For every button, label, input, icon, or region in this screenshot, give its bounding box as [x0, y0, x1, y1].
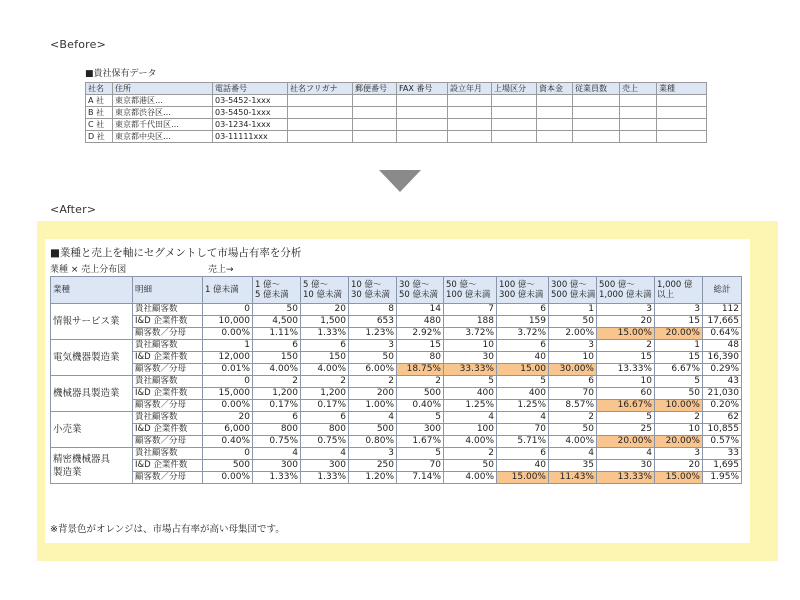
value-cell: 8 [349, 304, 397, 316]
metric-cell: 顧客数／分母 [133, 328, 203, 340]
metric-cell: 貴社顧客数 [133, 448, 203, 460]
value-cell: 5 [397, 448, 444, 460]
value-cell: 30 [444, 352, 497, 364]
value-cell: 300 [253, 460, 301, 472]
value-cell: 300 [301, 460, 349, 472]
before-table-cell [657, 119, 707, 131]
before-table-cell [620, 131, 657, 143]
before-header-cell: 資本金 [537, 83, 573, 95]
value-cell: 10 [597, 376, 655, 388]
before-table-cell [448, 131, 492, 143]
before-table-cell [353, 119, 397, 131]
value-cell: 4.00% [444, 472, 497, 484]
value-cell: 15 [397, 340, 444, 352]
value-cell: 500 [203, 460, 253, 472]
value-cell: 3 [349, 340, 397, 352]
before-table-cell [492, 119, 537, 131]
value-cell: 4 [497, 412, 549, 424]
before-table-row [86, 119, 707, 131]
value-cell: 11.43% [549, 472, 597, 484]
value-cell: 6.67% [655, 364, 703, 376]
value-cell: 6 [301, 340, 349, 352]
before-table-cell: 03-1234-1xxx [213, 119, 288, 131]
before-table-cell [353, 131, 397, 143]
industry-cell: 精密機械器具 製造業 [51, 448, 133, 484]
value-cell: 35 [549, 460, 597, 472]
value-cell: 3 [349, 448, 397, 460]
value-cell: 50 [655, 388, 703, 400]
metric-cell: I&D 企業件数 [133, 460, 203, 472]
metric-cell: I&D 企業件数 [133, 316, 203, 328]
value-cell: 300 [397, 424, 444, 436]
segment-header-cell: 10 億〜 30 億未満 [349, 277, 397, 304]
value-cell: 2 [397, 376, 444, 388]
value-cell: 5 [597, 412, 655, 424]
value-cell: 0.17% [253, 400, 301, 412]
metric-cell: I&D 企業件数 [133, 424, 203, 436]
metric-cell: 顧客数／分母 [133, 364, 203, 376]
value-cell: 20.00% [597, 436, 655, 448]
metric-cell: 貴社顧客数 [133, 304, 203, 316]
segment-table [50, 276, 742, 484]
value-cell: 15 [597, 352, 655, 364]
segment-table-row [51, 424, 742, 436]
before-header-row [86, 83, 707, 95]
value-cell: 4 [301, 448, 349, 460]
value-cell: 2 [301, 376, 349, 388]
value-cell: 18.75% [397, 364, 444, 376]
value-cell: 4 [253, 448, 301, 460]
before-header-cell: 郵便番号 [353, 83, 397, 95]
value-cell: 21,030 [703, 388, 742, 400]
value-cell: 2.00% [549, 328, 597, 340]
before-table-cell [353, 107, 397, 119]
value-cell: 6,000 [203, 424, 253, 436]
value-cell: 7 [444, 304, 497, 316]
value-cell: 1,200 [301, 388, 349, 400]
before-table-cell [288, 119, 353, 131]
before-label: <Before> [50, 38, 106, 51]
value-cell: 70 [397, 460, 444, 472]
after-subtitle: 業種 × 売上分布図 [50, 265, 127, 275]
value-cell: 0.40% [397, 400, 444, 412]
value-cell: 15,000 [203, 388, 253, 400]
value-cell: 12,000 [203, 352, 253, 364]
value-cell: 0.01% [203, 364, 253, 376]
value-cell: 0 [203, 304, 253, 316]
value-cell: 500 [397, 388, 444, 400]
value-cell: 2 [444, 448, 497, 460]
before-table-cell: C 社 [86, 119, 113, 131]
industry-cell: 機械器具製造業 [51, 376, 133, 412]
value-cell: 50 [349, 352, 397, 364]
value-cell: 6 [253, 340, 301, 352]
value-cell: 159 [497, 316, 549, 328]
before-section [85, 66, 707, 143]
before-header-cell: 社名フリガナ [288, 83, 353, 95]
value-cell: 0 [203, 448, 253, 460]
value-cell: 15.00% [655, 472, 703, 484]
value-cell: 6 [549, 376, 597, 388]
value-cell: 50 [444, 460, 497, 472]
value-cell: 14 [397, 304, 444, 316]
value-cell: 20 [301, 304, 349, 316]
value-cell: 400 [444, 388, 497, 400]
value-cell: 3 [549, 340, 597, 352]
before-table-cell [657, 131, 707, 143]
before-table-cell [620, 107, 657, 119]
segment-header-cell: 1 億未満 [203, 277, 253, 304]
before-table-cell [288, 131, 353, 143]
value-cell: 80 [397, 352, 444, 364]
value-cell: 20 [203, 412, 253, 424]
segment-header-cell: 100 億〜 300 億未満 [497, 277, 549, 304]
value-cell: 1.33% [253, 472, 301, 484]
value-cell: 1.23% [349, 328, 397, 340]
value-cell: 4 [444, 412, 497, 424]
metric-cell: I&D 企業件数 [133, 388, 203, 400]
value-cell: 4.00% [444, 436, 497, 448]
value-cell: 10,000 [203, 316, 253, 328]
segment-header-cell: 総計 [703, 277, 742, 304]
value-cell: 4 [549, 448, 597, 460]
value-cell: 13.33% [597, 364, 655, 376]
value-cell: 2 [253, 376, 301, 388]
value-cell: 6 [253, 412, 301, 424]
value-cell: 1,695 [703, 460, 742, 472]
value-cell: 50 [549, 316, 597, 328]
value-cell: 3.72% [497, 328, 549, 340]
value-cell: 6 [497, 448, 549, 460]
before-table-cell [573, 95, 620, 107]
metric-cell: 貴社顧客数 [133, 340, 203, 352]
value-cell: 1 [203, 340, 253, 352]
value-cell: 1.25% [444, 400, 497, 412]
value-cell: 3 [655, 448, 703, 460]
before-table-cell [448, 107, 492, 119]
value-cell: 0.20% [703, 400, 742, 412]
segment-table-row [51, 376, 742, 388]
value-cell: 60 [597, 388, 655, 400]
before-header-cell: 住所 [113, 83, 213, 95]
segment-header-cell: 業種 [51, 277, 133, 304]
value-cell: 4 [349, 412, 397, 424]
value-cell: 5 [497, 376, 549, 388]
before-table-cell: 東京都渋谷区… [113, 107, 213, 119]
industry-cell: 小売業 [51, 412, 133, 448]
segment-table-row [51, 316, 742, 328]
value-cell: 4.00% [549, 436, 597, 448]
before-table-row [86, 95, 707, 107]
before-table-cell [397, 95, 448, 107]
segment-table-row [51, 304, 742, 316]
value-cell: 0.57% [703, 436, 742, 448]
value-cell: 4.00% [301, 364, 349, 376]
value-cell: 3.72% [444, 328, 497, 340]
before-table [85, 82, 707, 143]
value-cell: 6 [497, 340, 549, 352]
value-cell: 15.00% [597, 328, 655, 340]
before-table-cell [537, 131, 573, 143]
sales-axis-hint: 売上→ [208, 265, 234, 275]
value-cell: 5 [397, 412, 444, 424]
value-cell: 1.00% [349, 400, 397, 412]
before-table-cell [288, 107, 353, 119]
value-cell: 1.33% [301, 472, 349, 484]
before-table-cell: 03-11111xxx [213, 131, 288, 143]
segment-header-cell: 1 億〜 5 億未満 [253, 277, 301, 304]
value-cell: 3 [597, 304, 655, 316]
before-header-cell: 従業員数 [573, 83, 620, 95]
value-cell: 8.57% [549, 400, 597, 412]
value-cell: 5 [655, 376, 703, 388]
value-cell: 7.14% [397, 472, 444, 484]
value-cell: 2 [597, 340, 655, 352]
value-cell: 20 [597, 316, 655, 328]
value-cell: 16,390 [703, 352, 742, 364]
value-cell: 0.17% [301, 400, 349, 412]
value-cell: 500 [349, 424, 397, 436]
value-cell: 2 [549, 412, 597, 424]
value-cell: 0.40% [203, 436, 253, 448]
before-table-cell [397, 107, 448, 119]
value-cell: 6.00% [349, 364, 397, 376]
value-cell: 40 [497, 352, 549, 364]
before-table-cell [537, 119, 573, 131]
before-header-cell: 設立年月 [448, 83, 492, 95]
value-cell: 20 [655, 460, 703, 472]
before-table-cell [537, 95, 573, 107]
value-cell: 2 [655, 412, 703, 424]
value-cell: 250 [349, 460, 397, 472]
segment-table-row [51, 364, 742, 376]
before-header-cell: 社名 [86, 83, 113, 95]
before-table-cell [573, 131, 620, 143]
value-cell: 30.00% [549, 364, 597, 376]
segment-header-cell: 1,000 億 以上 [655, 277, 703, 304]
value-cell: 1.25% [497, 400, 549, 412]
value-cell: 1.33% [301, 328, 349, 340]
value-cell: 13.33% [597, 472, 655, 484]
before-table-cell [288, 95, 353, 107]
before-header-cell: 上場区分 [492, 83, 537, 95]
segment-table-row [51, 388, 742, 400]
before-table-cell [573, 107, 620, 119]
segment-table-row [51, 352, 742, 364]
value-cell: 4 [597, 448, 655, 460]
value-cell: 6 [497, 304, 549, 316]
segment-table-row [51, 412, 742, 424]
value-cell: 200 [349, 388, 397, 400]
metric-cell: 顧客数／分母 [133, 400, 203, 412]
before-table-cell [492, 95, 537, 107]
before-table-cell: 東京都中央区… [113, 131, 213, 143]
value-cell: 150 [301, 352, 349, 364]
before-table-cell [397, 131, 448, 143]
metric-cell: 貴社顧客数 [133, 376, 203, 388]
value-cell: 25 [597, 424, 655, 436]
value-cell: 4,500 [253, 316, 301, 328]
value-cell: 0 [203, 376, 253, 388]
value-cell: 1,500 [301, 316, 349, 328]
before-table-title: ■貴社保有データ [85, 69, 157, 79]
value-cell: 1.20% [349, 472, 397, 484]
before-table-row [86, 131, 707, 143]
value-cell: 5 [444, 376, 497, 388]
segment-table-row [51, 340, 742, 352]
value-cell: 0.00% [203, 472, 253, 484]
before-table-cell: 東京都港区… [113, 95, 213, 107]
segment-table-row [51, 436, 742, 448]
value-cell: 100 [444, 424, 497, 436]
before-table-cell: 東京都千代田区… [113, 119, 213, 131]
before-table-cell: B 社 [86, 107, 113, 119]
value-cell: 1 [549, 304, 597, 316]
before-table-cell [492, 131, 537, 143]
value-cell: 10,855 [703, 424, 742, 436]
value-cell: 10 [549, 352, 597, 364]
before-table-cell: 03-5452-1xxx [213, 95, 288, 107]
value-cell: 15 [655, 316, 703, 328]
value-cell: 33.33% [444, 364, 497, 376]
before-table-cell: 03-5450-1xxx [213, 107, 288, 119]
segment-header-cell: 500 億〜 1,000 億未満 [597, 277, 655, 304]
value-cell: 70 [549, 388, 597, 400]
footnote: ※背景色がオレンジは、市場占有率が高い母集団です。 [50, 524, 285, 535]
metric-cell: I&D 企業件数 [133, 352, 203, 364]
before-table-cell [492, 107, 537, 119]
segment-header-cell: 50 億〜 100 億未満 [444, 277, 497, 304]
value-cell: 0.75% [301, 436, 349, 448]
metric-cell: 顧客数／分母 [133, 472, 203, 484]
value-cell: 1,200 [253, 388, 301, 400]
before-table-cell: D 社 [86, 131, 113, 143]
before-table-cell [353, 95, 397, 107]
value-cell: 2.92% [397, 328, 444, 340]
segment-table-row [51, 328, 742, 340]
value-cell: 1.67% [397, 436, 444, 448]
before-table-cell [657, 95, 707, 107]
value-cell: 20.00% [655, 436, 703, 448]
segment-table-row [51, 400, 742, 412]
value-cell: 653 [349, 316, 397, 328]
value-cell: 0.80% [349, 436, 397, 448]
segment-header-cell: 300 億〜 500 億未満 [549, 277, 597, 304]
value-cell: 0.75% [253, 436, 301, 448]
segment-header-row [51, 277, 742, 304]
before-table-cell [397, 119, 448, 131]
value-cell: 70 [497, 424, 549, 436]
after-label: <After> [50, 203, 97, 216]
after-title: ■業種と売上を軸にセグメントして市場占有率を分析 [50, 247, 302, 259]
before-table-cell [620, 95, 657, 107]
value-cell: 10 [655, 424, 703, 436]
value-cell: 4.00% [253, 364, 301, 376]
segment-table-row [51, 472, 742, 484]
value-cell: 3 [655, 304, 703, 316]
before-header-cell: FAX 番号 [397, 83, 448, 95]
value-cell: 0.29% [703, 364, 742, 376]
value-cell: 1.11% [253, 328, 301, 340]
value-cell: 50 [253, 304, 301, 316]
metric-cell: 顧客数／分母 [133, 436, 203, 448]
value-cell: 62 [703, 412, 742, 424]
value-cell: 5.71% [497, 436, 549, 448]
segment-table-row [51, 448, 742, 460]
value-cell: 48 [703, 340, 742, 352]
value-cell: 20.00% [655, 328, 703, 340]
value-cell: 150 [253, 352, 301, 364]
value-cell: 50 [549, 424, 597, 436]
segment-header-cell: 5 億〜 10 億未満 [301, 277, 349, 304]
value-cell: 10 [444, 340, 497, 352]
value-cell: 6 [301, 412, 349, 424]
segment-header-cell: 明細 [133, 277, 203, 304]
value-cell: 480 [397, 316, 444, 328]
before-table-cell [448, 119, 492, 131]
metric-cell: 貴社顧客数 [133, 412, 203, 424]
value-cell: 400 [497, 388, 549, 400]
before-header-cell: 業種 [657, 83, 707, 95]
value-cell: 10.00% [655, 400, 703, 412]
before-header-cell: 電話番号 [213, 83, 288, 95]
value-cell: 1.95% [703, 472, 742, 484]
value-cell: 16.67% [597, 400, 655, 412]
down-arrow-icon [379, 170, 421, 192]
value-cell: 15 [655, 352, 703, 364]
value-cell: 188 [444, 316, 497, 328]
value-cell: 112 [703, 304, 742, 316]
value-cell: 43 [703, 376, 742, 388]
value-cell: 40 [497, 460, 549, 472]
before-header-cell: 売上 [620, 83, 657, 95]
before-table-cell [620, 119, 657, 131]
before-table-cell [448, 95, 492, 107]
value-cell: 0.64% [703, 328, 742, 340]
value-cell: 0.00% [203, 400, 253, 412]
value-cell: 33 [703, 448, 742, 460]
value-cell: 2 [349, 376, 397, 388]
before-table-cell: A 社 [86, 95, 113, 107]
value-cell: 17,665 [703, 316, 742, 328]
before-table-cell [657, 107, 707, 119]
value-cell: 15.00 [497, 364, 549, 376]
value-cell: 800 [301, 424, 349, 436]
industry-cell: 電気機器製造業 [51, 340, 133, 376]
value-cell: 0.00% [203, 328, 253, 340]
value-cell: 1 [655, 340, 703, 352]
before-table-cell [537, 107, 573, 119]
value-cell: 15.00% [497, 472, 549, 484]
value-cell: 800 [253, 424, 301, 436]
industry-cell: 情報サービス業 [51, 304, 133, 340]
segment-header-cell: 30 億〜 50 億未満 [397, 277, 444, 304]
segment-table-row [51, 460, 742, 472]
before-table-row [86, 107, 707, 119]
value-cell: 30 [597, 460, 655, 472]
before-table-cell [573, 119, 620, 131]
